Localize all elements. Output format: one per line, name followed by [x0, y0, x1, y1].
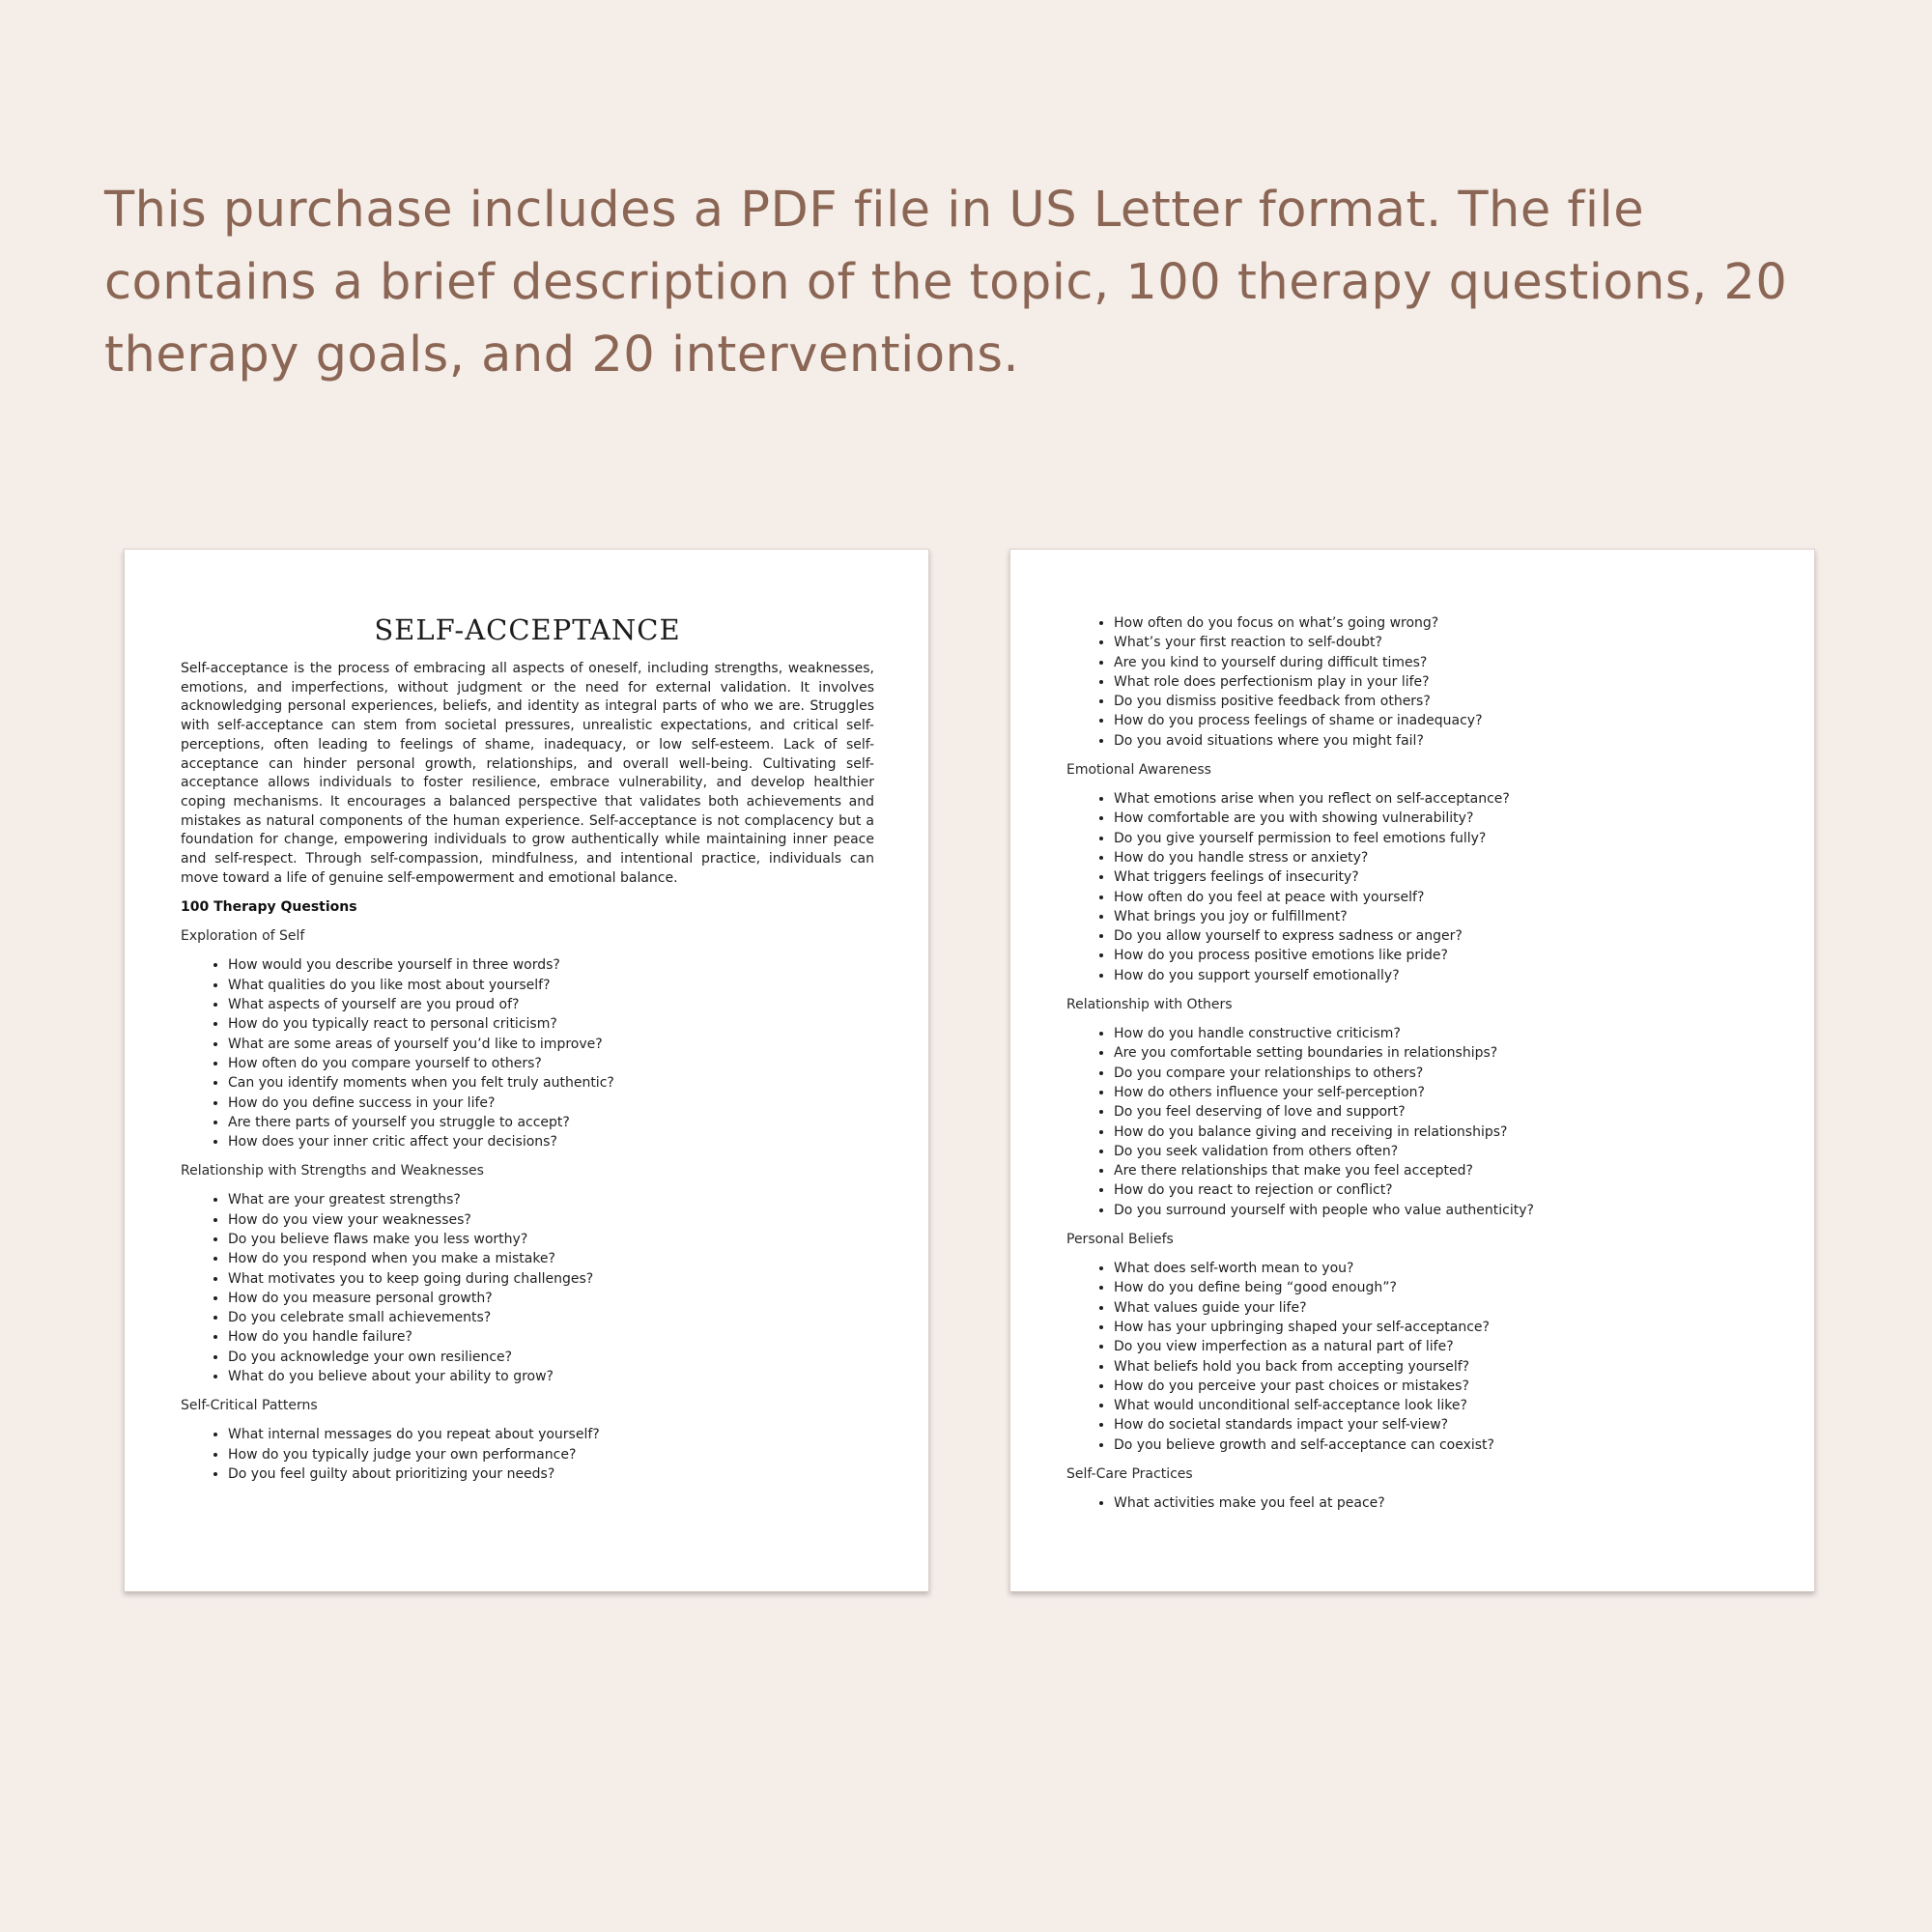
question-item: • What do you believe about your ability to grow? [228, 1367, 874, 1386]
question-item: • What would unconditional self-acceptance look like? [1114, 1396, 1760, 1415]
section-heading: Relationship with Strengths and Weaknesses [181, 1163, 484, 1179]
section-heading: Self-Care Practices [1066, 1465, 1193, 1482]
pdf-page-preview-1 [124, 549, 929, 1592]
question-item: • Are you comfortable setting boundaries in relationships? [1114, 1043, 1760, 1063]
question-item: • What internal messages do you repeat about yourself? [228, 1425, 874, 1444]
question-item: • What activities make you feel at peace? [1114, 1493, 1760, 1513]
question-item: • What role does perfectionism play in your life? [1114, 672, 1760, 692]
question-item: • Do you give yourself permission to feel emotions fully? [1114, 829, 1760, 848]
question-item: • How do you handle constructive criticism? [1114, 1024, 1760, 1043]
question-item: • What triggers feelings of insecurity? [1114, 867, 1760, 887]
page2-question-sections [1066, 760, 1760, 1513]
question-item: • Do you avoid situations where you might fail? [1114, 731, 1760, 751]
question-list [1066, 789, 1760, 985]
question-item: • How often do you feel at peace with yourself? [1114, 888, 1760, 907]
question-item: • Do you view imperfection as a natural part of life? [1114, 1337, 1760, 1356]
section-heading: Personal Beliefs [1066, 1232, 1174, 1248]
question-item: • How do you handle failure? [228, 1327, 874, 1347]
question-item: • How often do you focus on what’s going wrong? [1114, 613, 1760, 633]
question-item: • How do others influence your self-perception? [1114, 1083, 1760, 1102]
question-item: • Do you dismiss positive feedback from others? [1114, 692, 1760, 711]
section-heading: Relationship with Others [1066, 997, 1233, 1013]
question-item: • How do you define success in your life? [228, 1094, 874, 1113]
question-item: • What does self-worth mean to you? [1114, 1259, 1760, 1278]
question-item: • How do you typically react to personal criticism? [228, 1014, 874, 1034]
question-list [1066, 1259, 1760, 1455]
intro-paragraph: Self-acceptance is the process of embracing all aspects of oneself, including strengths, weaknesses, emotions, and imperfections, without judgment or the need for external validation. It involves acknowledging personal experiences, beliefs, and identity as integral parts of who we are. Struggles with self-acceptance can stem from societal pressures, unrealistic expectations, and critical self-perceptions, often leading to feelings of shame, inadequacy, or low self-esteem. Lack of self-acceptance can hinder personal growth, relationships, and overall well-being. Cultivating self-acceptance allows individuals to foster resilience, embrace vulnerability, and develop healthier coping mechanisms. It encourages a balanced perspective that validates both achievements and mistakes as natural components of the human experience. Self-acceptance is not complacency but a foundation for change, empowering individuals to grow authentically while maintaining inner peace and self-respect. Through self-compassion, mindfulness, and intentional practice, individuals can move toward a life of genuine self-empowerment and emotional balance. [181, 661, 874, 886]
section-heading: Exploration of Self [181, 928, 305, 945]
question-item: • What emotions arise when you reflect on self-acceptance? [1114, 789, 1760, 809]
question-item: • Do you allow yourself to express sadness or anger? [1114, 926, 1760, 946]
question-item: • What are some areas of yourself you’d like to improve? [228, 1035, 874, 1054]
question-item: • How do you view your weaknesses? [228, 1210, 874, 1230]
question-item: • How do you perceive your past choices or mistakes? [1114, 1377, 1760, 1396]
question-item: • How do you measure personal growth? [228, 1289, 874, 1308]
question-item: • What beliefs hold you back from accepting yourself? [1114, 1357, 1760, 1377]
question-item: • How often do you compare yourself to others? [228, 1054, 874, 1073]
question-item: • What brings you joy or fulfillment? [1114, 907, 1760, 926]
question-list [181, 1425, 874, 1484]
questions-heading: 100 Therapy Questions [181, 899, 357, 916]
question-item: • Do you believe growth and self-acceptance can coexist? [1114, 1435, 1760, 1455]
question-item: • Can you identify moments when you felt truly authentic? [228, 1073, 874, 1093]
question-item: • How do you process feelings of shame or inadequacy? [1114, 711, 1760, 730]
question-item: • What are your greatest strengths? [228, 1190, 874, 1209]
question-item: • How would you describe yourself in three words? [228, 955, 874, 975]
document-title: SELF-ACCEPTANCE [374, 613, 681, 646]
question-item: • Do you acknowledge your own resilience? [228, 1348, 874, 1367]
question-item: • How do you define being “good enough”? [1114, 1278, 1760, 1297]
question-item: • What values guide your life? [1114, 1298, 1760, 1318]
question-item: • What’s your first reaction to self-doubt? [1114, 633, 1760, 652]
question-item: • Do you compare your relationships to others? [1114, 1064, 1760, 1083]
question-item: • Do you feel deserving of love and support? [1114, 1102, 1760, 1122]
question-list [1066, 1024, 1760, 1220]
question-item: • How do you typically judge your own performance? [228, 1445, 874, 1464]
product-description: This purchase includes a PDF file in US Letter format. The file contains a brief description of the topic, 100 therapy questions, 20 therapy goals, and 20 interventions. [104, 182, 1788, 384]
section-heading: Self-Critical Patterns [181, 1398, 318, 1414]
question-item: • How do societal standards impact your self-view? [1114, 1415, 1760, 1435]
question-item: • How do you react to rejection or conflict? [1114, 1180, 1760, 1200]
continued-question-list [1066, 613, 1760, 751]
question-item: • Do you believe flaws make you less worthy? [228, 1230, 874, 1249]
question-item: • Do you feel guilty about prioritizing your needs? [228, 1464, 874, 1484]
question-item: • How do you respond when you make a mistake? [228, 1249, 874, 1268]
question-item: • How do you balance giving and receiving in relationships? [1114, 1122, 1760, 1142]
question-item: • Do you celebrate small achievements? [228, 1308, 874, 1327]
question-item: • Do you seek validation from others often? [1114, 1142, 1760, 1161]
question-list [181, 955, 874, 1151]
question-item: • Are you kind to yourself during difficult times? [1114, 653, 1760, 672]
question-item: • Do you surround yourself with people who value authenticity? [1114, 1201, 1760, 1220]
question-item: • What motivates you to keep going during challenges? [228, 1269, 874, 1289]
question-item: • Are there relationships that make you feel accepted? [1114, 1161, 1760, 1180]
question-item: • How do you handle stress or anxiety? [1114, 848, 1760, 867]
question-list [181, 1190, 874, 1386]
question-item: • What qualities do you like most about yourself? [228, 976, 874, 995]
question-item: • How do you support yourself emotionally? [1114, 966, 1760, 985]
question-item: • Are there parts of yourself you struggle to accept? [228, 1113, 874, 1132]
question-item: • How does your inner critic affect your decisions? [228, 1132, 874, 1151]
question-item: • How do you process positive emotions like pride? [1114, 946, 1760, 965]
question-item: • What aspects of yourself are you proud of? [228, 995, 874, 1014]
question-item: • How has your upbringing shaped your self-acceptance? [1114, 1318, 1760, 1337]
pdf-page-preview-2 [1009, 549, 1815, 1592]
section-heading: Emotional Awareness [1066, 762, 1211, 779]
page1-question-sections [181, 926, 874, 1484]
question-item: • How comfortable are you with showing vulnerability? [1114, 809, 1760, 828]
question-list [1066, 1493, 1760, 1513]
